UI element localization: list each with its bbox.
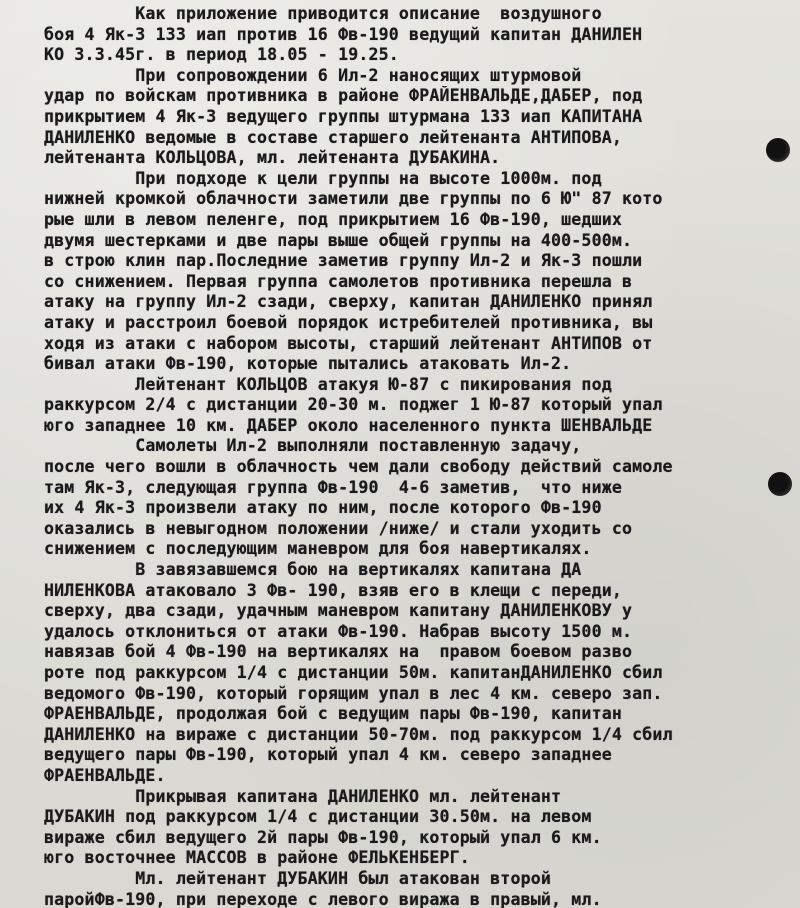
text-line: раккурсом 2/4 с дистанции 20-30 м. поджег 1 Ю-87 который упал [44, 395, 663, 415]
text-line: НИЛЕНКОВА атаковало 3 Фв- 190, взяв его в клещи с переди, [44, 580, 622, 600]
text-line: сверху, два сзади, удачным маневром капитану ДАНИЛЕНКОВУ у [44, 601, 633, 621]
text-line: прикрытием 4 Як-3 ведущего группы штурмана 133 иап КАПИТАНА [44, 106, 643, 126]
text-line: Как приложение приводится описание воздушного [44, 4, 602, 23]
text-line: двумя шестерками и две пары выше общей группы на 400-500м. [44, 230, 633, 250]
text-line: удалось отклониться от атаки Фв-190. Набрав высоту 1500 м. [44, 621, 633, 641]
text-line: их 4 Як-3 произвели атаку по ним, после которого Фв-190 [44, 498, 602, 518]
text-line: КО 3.3.45г. в период 18.05 - 19.25. [44, 45, 399, 65]
text-line: ходя из атаки с набором высоты, старший лейтенант АНТИПОВ от [44, 333, 653, 353]
text-line: ФРАЕНВАЛЬДЕ, продолжая бой с ведущим пары Фв-190, капитан [44, 704, 622, 724]
text-line: навязав бой 4 Фв-190 на вертикалях на правом боевом разво [44, 642, 633, 662]
text-line: При подходе к цели группы на высоте 1000м. под [44, 168, 602, 188]
text-line: боя 4 Як-3 133 иап против 16 Фв-190 ведущий капитан ДАНИЛЕН [44, 24, 643, 44]
text-line: удар по войскам противника в районе ФРАЙЕНВАЛЬДЕ,ДАБЕР, под [44, 86, 643, 106]
text-line: юго западнее 10 км. ДАБЕР около населенного пункта ШЕНВАЛЬДЕ [44, 415, 653, 435]
text-line: после чего вошли в облачность чем дали свободу действий самоле [44, 457, 673, 477]
punch-hole [768, 472, 792, 496]
text-line: атаку на группу Ил-2 сзади, сверху, капитан ДАНИЛЕНКО принял [44, 292, 653, 312]
text-line: там Як-3, следующая группа Фв-190 4-6 заметив, что ниже [44, 477, 622, 497]
text-line: вираже сбил ведущего 2й пары Фв-190, который упал 6 км. [44, 827, 602, 847]
text-line: паройФв-190, при переходе с левого виража в правый, мл. [44, 889, 602, 908]
text-line: снижением с последующим маневром для боя навертикалях. [44, 539, 592, 559]
text-line: атаку и расстроил боевой порядок истребителей противника, вы [44, 312, 653, 332]
text-line: юго восточнее МАССОВ в районе ФЕЛЬКЕНБЕРГ. [44, 848, 470, 868]
text-line: ведущего пары Фв-190, который упал 4 км. северо западнее [44, 745, 612, 765]
text-line: Мл. лейтенант ДУБАКИН был атакован второй [44, 868, 552, 888]
text-line: бивал атаки Фв-190, которые пытались атаковать Ил-2. [44, 354, 572, 374]
text-line: в строю клин пар.Последние заметив группу Ил-2 и Як-3 пошли [44, 251, 643, 271]
text-line: ДАНИЛЕНКО на вираже с дистанции 50-70м. под раккурсом 1/4 сбил [44, 724, 673, 744]
text-line: ведомого Фв-190, который горящим упал в лес 4 км. северо зап. [44, 683, 663, 703]
text-line: ДАНИЛЕНКО ведомые в составе старшего лейтенанта АНТИПОВА, [44, 127, 622, 147]
text-line: Самолеты Ил-2 выполняли поставленную задачу, [44, 436, 582, 456]
text-line: ФРАЕНВАЛЬДЕ. [44, 765, 166, 785]
text-line: лейтенанта КОЛЬЦОВА, мл. лейтенанта ДУБАКИНА. [44, 148, 501, 168]
text-line: При сопровождении 6 Ил-2 наносящих штурмовой [44, 65, 582, 85]
text-line: Прикрывая капитана ДАНИЛЕНКО мл. лейтенант [44, 786, 562, 806]
text-line: роте под раккурсом 1/4 с дистанции 50м. капитанДАНИЛЕНКО сбил [44, 663, 663, 682]
text-line: Лейтенант КОЛЬЦОВ атакуя Ю-87 с пикирования под [44, 374, 612, 394]
typed-text-block [44, 4, 769, 908]
text-line: нижней кромкой облачности заметили две группы по 6 Ю" 87 кото [44, 189, 663, 209]
punch-hole [766, 138, 790, 162]
text-line: со снижением. Первая группа самолетов противника перешла в [44, 271, 633, 291]
text-line: рые шли в левом пеленге, под прикрытием 16 Фв-190, шедших [44, 209, 622, 229]
text-line: ДУБАКИН под раккурсом 1/4 с дистанции 30.50м. на левом [44, 807, 592, 827]
text-line: В завязавшемся бою на вертикалях капитана ДА [44, 560, 582, 580]
text-line: оказались в невыгодном положении /ниже/ и стали уходить со [44, 518, 633, 538]
